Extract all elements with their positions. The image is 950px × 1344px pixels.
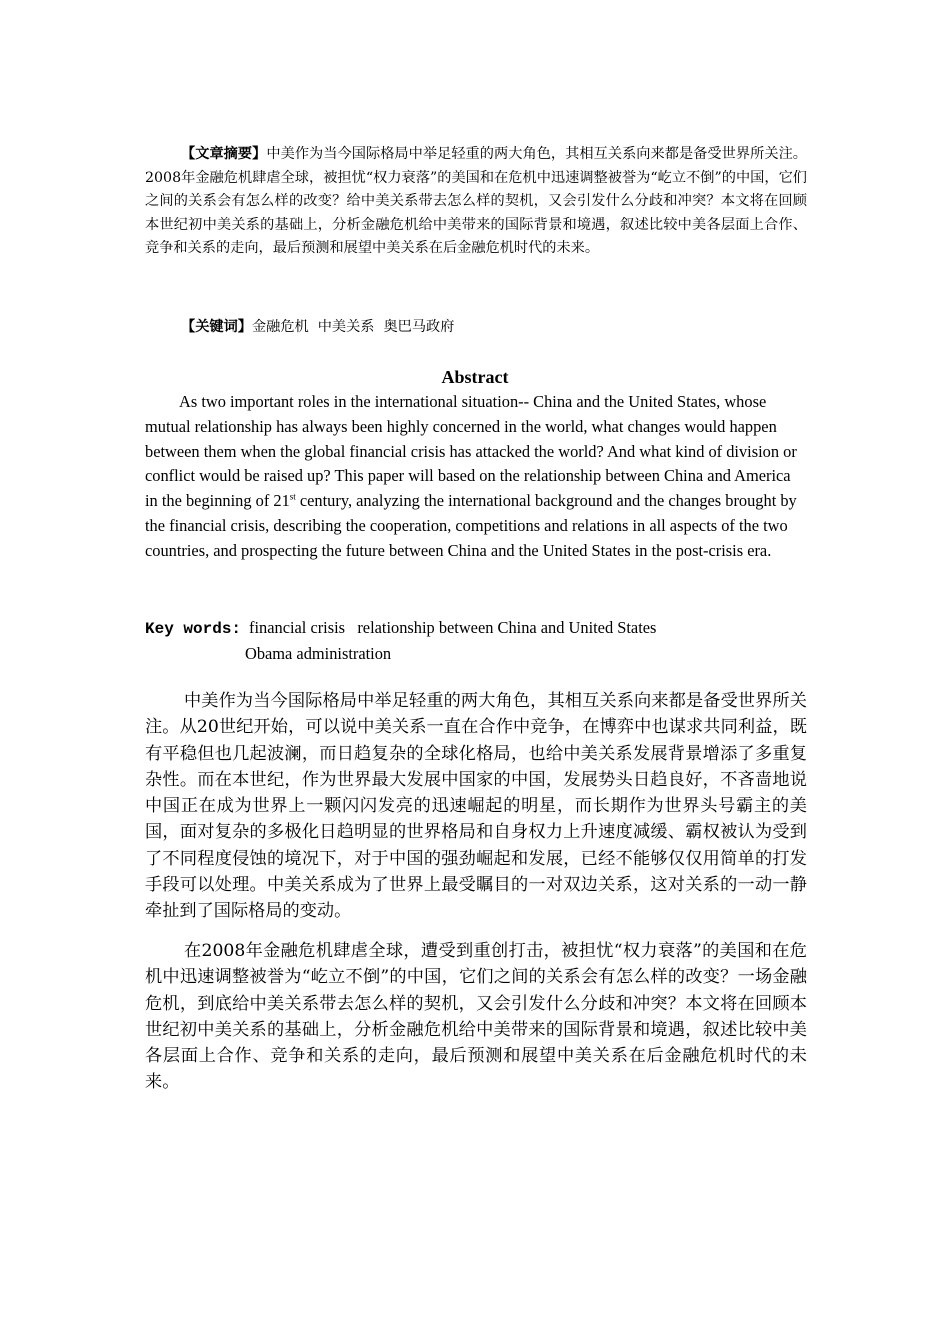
chinese-abstract-label: 【文章摘要】 <box>181 146 267 162</box>
english-keywords <box>145 616 805 665</box>
english-abstract-text-part1: As two important roles in the international situation-- China and the United States, whose mutual relationship has always been highly concerned in the world, what changes would happen between them when the global financial crisis has attacked the world? And what kind of division or conflict would be raised up? This paper will based on the relationship between China and America in the beginning of 21 <box>145 392 797 511</box>
chinese-abstract <box>145 143 807 261</box>
body-paragraph-1: 中美作为当今国际格局中举足轻重的两大角色，其相互关系向来都是备受世界所关注。从20世纪开始，可以说中美关系一直在合作中竞争，在博弈中也谋求共同利益，既有平稳但也几起波澜，而日趋复杂的全球化格局，也给中美关系发展背景增添了多重复杂性。而在本世纪，作为世界最大发展中国家的中国，发展势头日趋良好，不吝啬地说中国正在成为世界上一颗闪闪发亮的迅速崛起的明星，而长期作为世界头号霸主的美国，面对复杂的多极化日趋明显的世界格局和自身权力上升速度减缓、霸权被认为受到了不同程度侵蚀的境况下，对于中国的强劲崛起和发展，已经不能够仅仅用简单的打发手段可以处理。中美关系成为了世界上最受瞩目的一对双边关系，这对关系的一动一静牵扯到了国际格局的变动。 <box>145 691 807 922</box>
english-abstract-heading: Abstract <box>441 367 509 387</box>
english-abstract-superscript: st <box>289 491 296 502</box>
english-abstract-text-part2: century, analyzing the international background and the changes brought by the financial crisis, describing the cooperation, competitions and relations in all aspects of the two countries, and prospecting the future between China and the United States in the post-crisis era. <box>145 491 797 560</box>
english-keywords-label: Key words: <box>145 620 242 638</box>
english-keywords-line2: Obama administration <box>245 643 392 663</box>
chinese-abstract-text: 中美作为当今国际格局中举足轻重的两大角色，其相互关系向来都是备受世界所关注。2008年金融危机肆虐全球，被担忧“权力衰落”的美国和在危机中迅速调整被誉为“屹立不倒”的中国，它们之间的关系会有怎么样的改变？给中美关系带去怎么样的契机，又会引发什么分歧和冲突？本文将在回顾本世纪初中美关系的基础上，分析金融危机给中美带来的国际背景和境遇，叙述比较中美各层面上合作、竞争和关系的走向，最后预测和展望中美关系在后金融危机时代的未来。 <box>145 146 807 257</box>
chinese-keywords-label: 【关键词】 <box>181 319 252 335</box>
english-abstract <box>145 390 807 564</box>
english-keywords-line1: financial crisis relationship between China and United States <box>249 618 657 637</box>
body-paragraph-2: 在2008年金融危机肆虐全球，遭受到重创打击，被担忧“权力衰落”的美国和在危机中迅速调整被誉为“屹立不倒”的中国，它们之间的关系会有怎么样的改变？一场金融危机，到底给中美关系带去怎么样的契机，又会引发什么分歧和冲突？本文将在回顾本世纪初中美关系的基础上，分析金融危机给中美带来的国际背景和境遇，叙述比较中美各层面上合作、竞争和关系的走向，最后预测和展望中美关系在后金融危机时代的未来。 <box>145 941 807 1093</box>
chinese-keywords-text: 金融危机 中美关系 奥巴马政府 <box>251 319 455 335</box>
chinese-keywords <box>181 316 801 339</box>
